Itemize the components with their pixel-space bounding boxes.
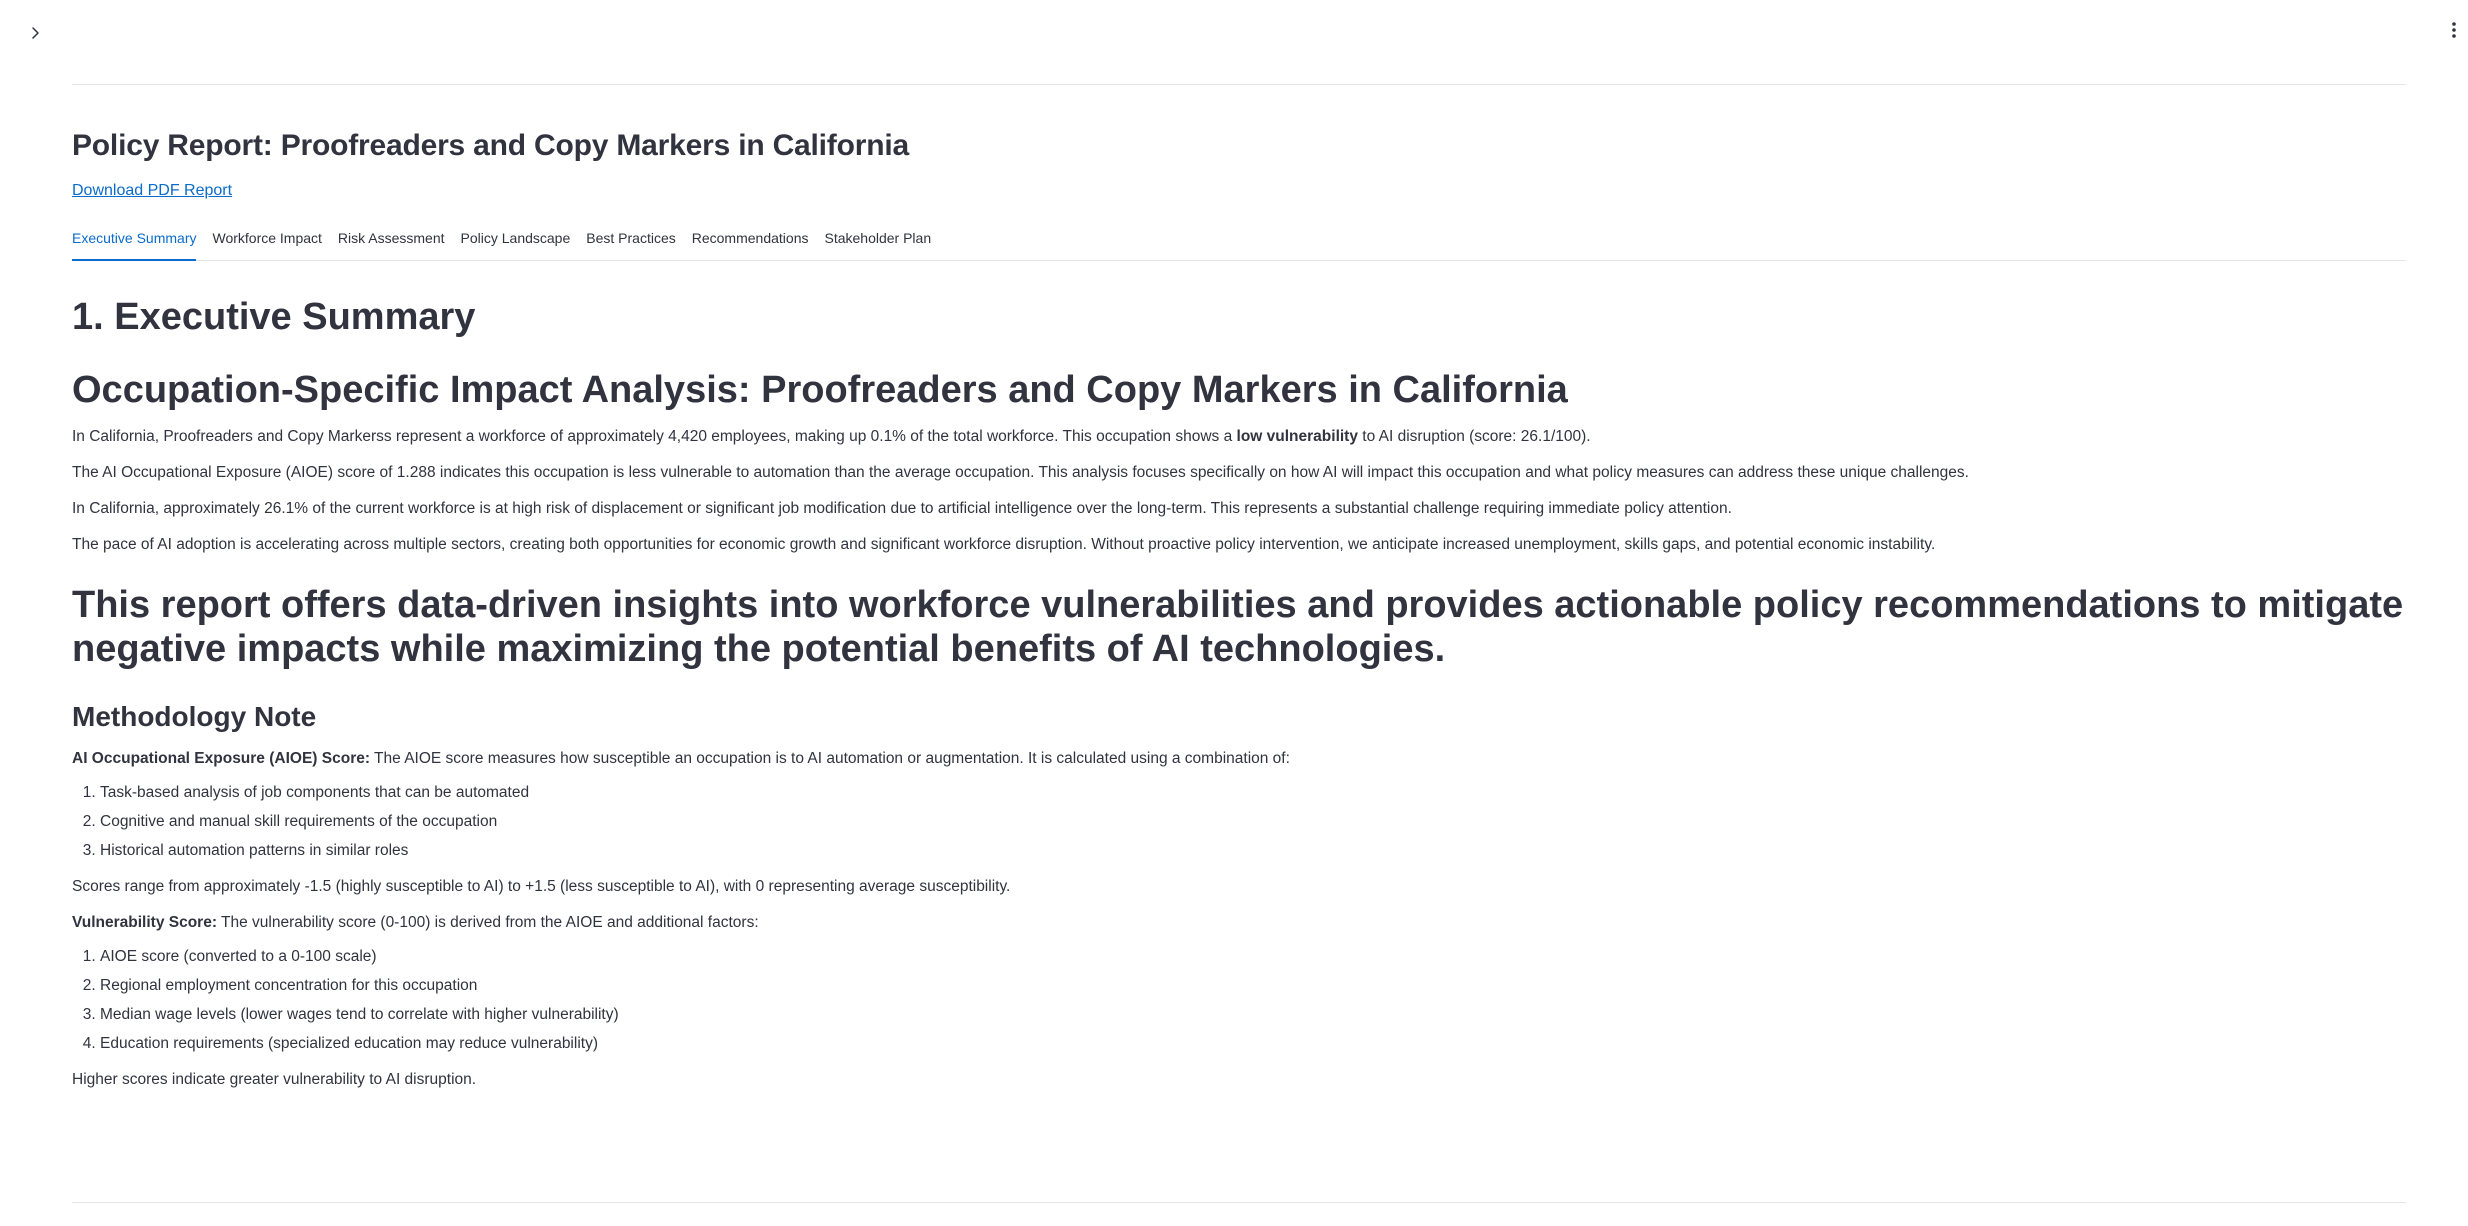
paragraph-pace: The pace of AI adoption is accelerating across multiple sectors, creating both opportunities for economic growth and significant workforce disruption. Without proactive policy intervention, we anticipate increased unemployment, skills gaps, and potential economic instability. <box>72 536 1936 553</box>
paragraph-workforce <box>72 425 2406 449</box>
occupation-heading: Occupation-Specific Impact Analysis: Proofreaders and Copy Markers in California <box>72 369 1568 411</box>
methodology-heading: Methodology Note <box>72 701 317 732</box>
vulnerability-description <box>72 911 2406 935</box>
tab-bar <box>72 220 2406 261</box>
list-item: 2. Cognitive and manual skill requirements of the occupation <box>100 810 2406 834</box>
vertical-dots-icon <box>2451 21 2457 39</box>
paragraph-risk: In California, approximately 26.1% of the current workforce is at high risk of displacement or significant job modification due to artificial intelligence over the long-term. This represents a substantial challenge requiring immediate policy attention. <box>72 500 1732 517</box>
tab-policy-landscape[interactable]: Policy Landscape <box>460 230 571 246</box>
paragraph-aioe: The AI Occupational Exposure (AIOE) score of 1.288 indicates this occupation is less vulnerable to automation than the average occupation. This analysis focuses specifically on how AI will impact this occupation and what policy measures can address these unique challenges. <box>72 464 1969 481</box>
aioe-text: The AIOE score measures how susceptible an occupation is to AI automation or augmentation. It is calculated using a combination of: <box>370 750 1290 767</box>
aioe-description <box>72 747 2406 771</box>
tab-risk-assessment[interactable]: Risk Assessment <box>337 230 445 246</box>
download-pdf-link[interactable]: Download PDF Report <box>72 182 233 199</box>
tab-recommendations[interactable]: Recommendations <box>691 230 809 246</box>
list-item: 4. Education requirements (specialized education may reduce vulnerability) <box>100 1032 2406 1056</box>
vulnerability-factor-list <box>72 945 2406 1056</box>
vulnerability-level: low vulnerability <box>1236 428 1358 445</box>
closing-text: Higher scores indicate greater vulnerability to AI disruption. <box>72 1071 477 1088</box>
aioe-label: AI Occupational Exposure (AIOE) Score: <box>72 750 371 767</box>
report-purpose-heading: This report offers data-driven insights into workforce vulnerabilities and provides actionable policy recommendations to mitigate negative impacts while maximizing the potential benefits of AI technologies. <box>72 584 2404 670</box>
vulnerability-text: The vulnerability score (0-100) is derived from the AIOE and additional factors: <box>217 914 759 931</box>
tab-best-practices[interactable]: Best Practices <box>586 230 676 246</box>
header-divider <box>72 84 2406 85</box>
paragraph-workforce-pre: In California, Proofreaders and Copy Markerss represent a workforce of approximately 4,420 employees, making up 0.1% of the total workforce. This occupation shows a <box>72 428 1237 445</box>
sidebar-toggle-button[interactable] <box>22 20 48 46</box>
aioe-factor-list <box>72 781 2406 863</box>
section-heading: 1. Executive Summary <box>72 296 476 338</box>
list-item: 3. Median wage levels (lower wages tend to correlate with higher vulnerability) <box>100 1003 2406 1027</box>
main-content <box>72 124 2406 1092</box>
list-item: 3. Historical automation patterns in similar roles <box>100 839 2406 863</box>
footer-divider <box>72 1202 2406 1203</box>
scores-range-text: Scores range from approximately -1.5 (highly susceptible to AI) to +1.5 (less susceptible to AI), with 0 representing average susceptibility. <box>72 878 1011 895</box>
list-item: 2. Regional employment concentration for this occupation <box>100 974 2406 998</box>
chevron-right-icon <box>28 26 42 40</box>
tab-executive-summary[interactable]: Executive Summary <box>72 220 196 260</box>
page-title: Policy Report: Proofreaders and Copy Markers in California <box>72 129 909 162</box>
main-menu-button[interactable] <box>2442 16 2466 44</box>
tab-workforce-impact[interactable]: Workforce Impact <box>212 230 322 246</box>
paragraph-workforce-post: to AI disruption (score: 26.1/100). <box>1357 428 1591 445</box>
list-item: 1. Task-based analysis of job components that can be automated <box>100 781 2406 805</box>
tab-stakeholder-plan[interactable]: Stakeholder Plan <box>824 230 932 246</box>
vulnerability-label: Vulnerability Score: <box>72 914 217 931</box>
list-item: 1. AIOE score (converted to a 0-100 scale) <box>100 945 2406 969</box>
